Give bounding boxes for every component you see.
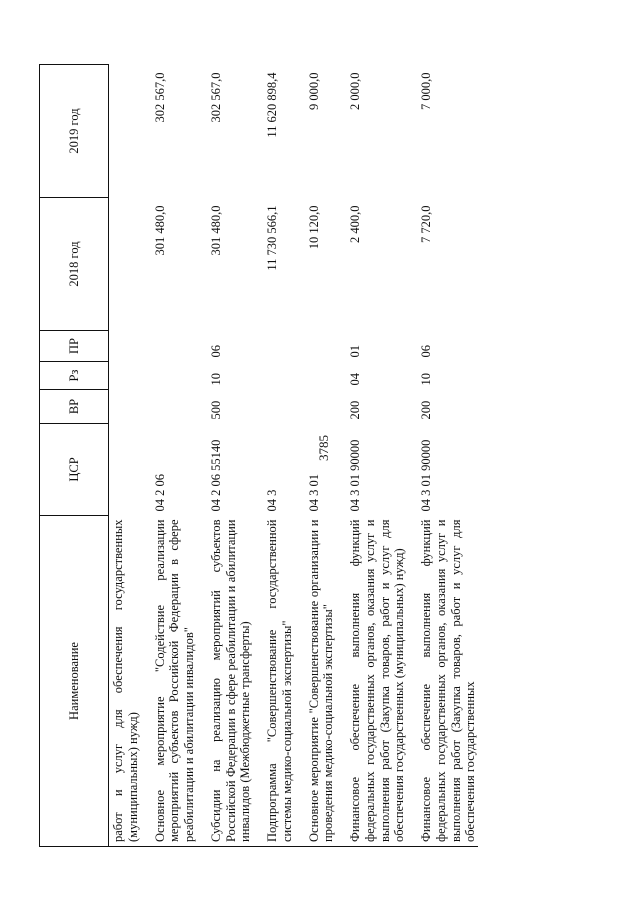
row-vr [141, 390, 197, 424]
row-pr [141, 331, 197, 362]
row-name: Основное мероприятие "Совершенствование организации и проведения медико-социальной экспертизы" [295, 516, 337, 847]
header-name: Наименование [40, 516, 109, 847]
row-name: Подпрограмма "Совершенствование государственной системы медико-социальной экспертизы" [253, 516, 295, 847]
row-2018: 301 480,0 [208, 205, 223, 256]
row-csr: 04 3 [265, 489, 279, 512]
header-2018: 2018 год [40, 198, 109, 331]
row-2018: 10 120,0 [306, 205, 321, 250]
row-vr: 500 [208, 400, 223, 420]
table-row [336, 65, 407, 847]
row-2019: 302 567,0 [152, 72, 167, 123]
row-rz [295, 362, 337, 390]
row-rz: 04 [348, 373, 362, 386]
row-csr [109, 424, 141, 516]
row-2019: 11 620 898,4 [265, 72, 279, 138]
table-row [407, 65, 478, 847]
row-2018: 301 480,0 [152, 205, 167, 256]
row-2018 [109, 198, 141, 331]
row-pr: 01 [348, 345, 362, 358]
row-2018: 2 400,0 [348, 205, 362, 243]
row-2019 [109, 65, 141, 198]
row-rz [253, 362, 295, 390]
row-pr [253, 331, 295, 362]
row-csr: 04 2 06 55140 [208, 439, 223, 512]
table-header-row [40, 65, 109, 847]
budget-table [39, 64, 478, 847]
table-row [141, 65, 197, 847]
row-vr: 200 [419, 400, 433, 420]
row-pr: 06 [208, 345, 223, 358]
row-2019: 9 000,0 [306, 72, 321, 110]
row-2019: 302 567,0 [208, 72, 223, 123]
budget-table-container [39, 65, 551, 847]
row-vr [253, 390, 295, 424]
row-name: Финансовое обеспечение выполнения функций федеральных государственных органов, оказания услуг и выполнения работ (Закупка товаров, работ и услуг для обеспечения государственных (муниципальных) нужд) [336, 516, 407, 847]
row-csr: 04 2 06 [152, 474, 167, 512]
row-vr [109, 390, 141, 424]
row-csr: 04 3 01 90000 [419, 439, 433, 512]
row-2018: 11 730 566,1 [265, 205, 279, 271]
row-pr [109, 331, 141, 362]
header-pr: ПР [40, 331, 109, 362]
page-number: 3785 [316, 435, 331, 461]
row-rz: 10 [208, 373, 223, 386]
row-name: Финансовое обеспечение выполнения функций федеральных государственных органов, оказания услуг и выполнения работ (Закупка товаров, работ и услуг для обеспечения государственных [407, 516, 478, 847]
row-vr [295, 390, 337, 424]
row-name: работ и услуг для обеспечения государственных (муниципальных) нужд) [109, 516, 141, 847]
row-rz: 10 [419, 373, 433, 386]
row-rz [141, 362, 197, 390]
header-2019: 2019 год [40, 65, 109, 198]
table-row [197, 65, 253, 847]
row-name: Основное мероприятие "Содействие реализации мероприятий субъектов Российской Федерации в сфере реабилитации и абилитации инвалидов" [141, 516, 197, 847]
row-name: Субсидии на реализацию мероприятий субъектов Российской Федерации в сфере реабилитации и абилитации инвалидов (Межбюджетные трансферты) [197, 516, 253, 847]
row-pr [295, 331, 337, 362]
header-csr: ЦСР [40, 424, 109, 516]
table-row [253, 65, 295, 847]
row-2019: 2 000,0 [348, 72, 362, 110]
row-rz [109, 362, 141, 390]
table-row [109, 65, 141, 847]
row-vr: 200 [348, 400, 362, 420]
header-vr: ВР [40, 390, 109, 424]
row-2018: 7 720,0 [419, 205, 433, 243]
row-csr: 04 3 01 [306, 474, 321, 512]
table-row [295, 65, 337, 847]
row-2019: 7 000,0 [419, 72, 433, 110]
row-pr: 06 [419, 345, 433, 358]
header-rz: Рз [40, 362, 109, 390]
row-csr: 04 3 01 90000 [348, 439, 362, 512]
